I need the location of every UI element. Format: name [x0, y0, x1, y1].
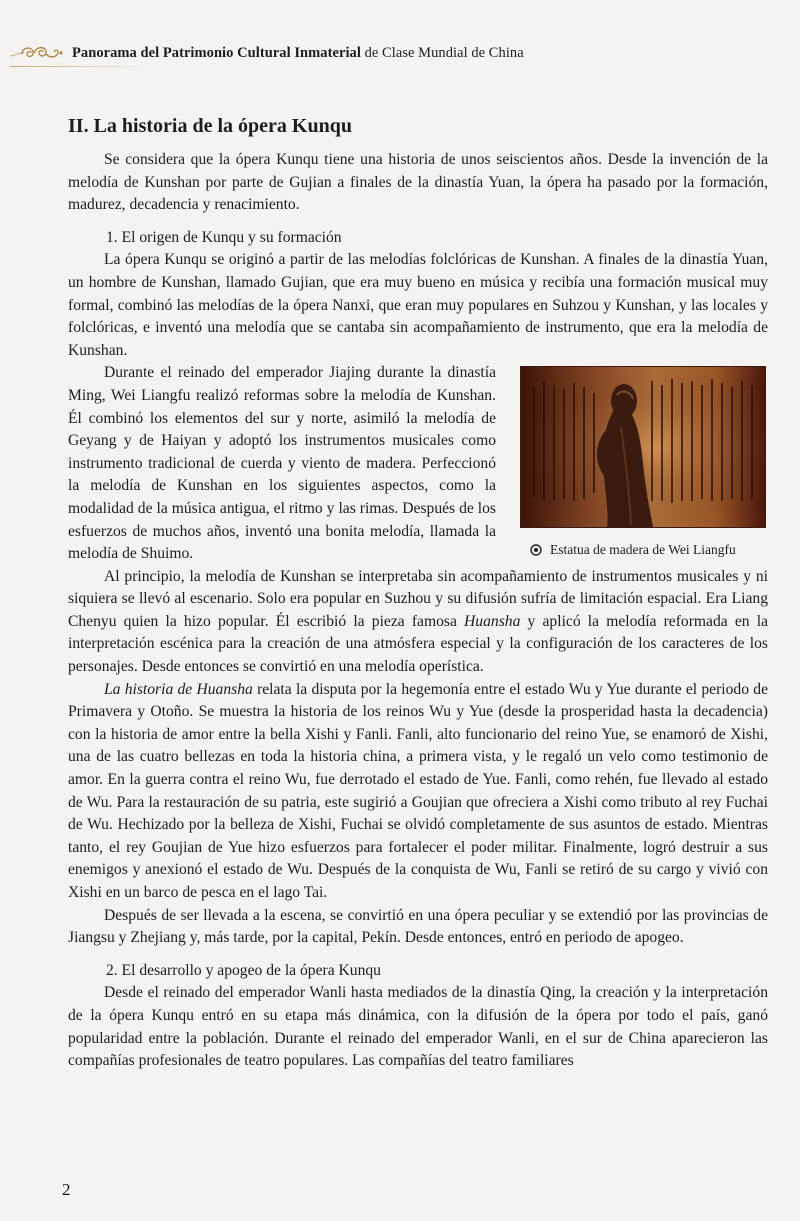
figure-wei-liangfu — [516, 366, 768, 558]
cloud-ornament-icon — [8, 42, 64, 64]
paragraph-apogee: Después de ser llevada a la escena, se convirtió en una ópera peculiar y se extendió por las provincias de Jiangsu y Zhejiang y, más tarde, por la capital, Pekín. Desde entonces, entró en periodo de apogeo. — [68, 906, 768, 947]
wooden-statue-photo — [520, 366, 766, 528]
figure-caption — [530, 542, 768, 558]
paragraph-liang-chenyu-b: y aplicó la melodía reformada en la interpretación escénica para la creación de una atmósfera especial y la configuración de los caracteres de los personajes. Desde entonces se convirtió en una melodía operística. — [68, 612, 768, 676]
paragraph-liang-chenyu — [68, 566, 768, 679]
subheading-origin: 1. El origen de Kunqu y su formación — [106, 228, 342, 246]
paragraph-origin: La ópera Kunqu se originó a partir de las melodías folclóricas de Kunshan. A finales de la dinastía Yuan, un hombre de Kunshan, llamado Gujian, que era muy bueno en música y recibía una formación musical muy formal, combinó las melodías de la ópera Nanxi, que eran muy populares en Suhzou y Kunshan, y las locales y folclóricas, e inventó una melodía que se cantaba sin acompañamiento de instrumento, que era la melodía de Kunshan. — [68, 251, 768, 359]
paragraph-wei-liangfu: Durante el reinado del emperador Jiajing durante la dinastía Ming, Wei Liangfu realizó reformas sobre la melodía de Kunshan. Él combinó los elementos del sur y norte, asimiló la melodía de Geyang y de Haiyan y adoptó los instrumentos musicales como instrumento tradicional de cuerda y viento de madera. Perfeccionó la melodía de Kunshan en los siguientes aspectos, como la modalidad de la música antigua, el ritmo y las rimas. Después de los esfuerzos de muchos años, inventó una bonita melodía, llamada la melodía de Shuimo. — [68, 364, 496, 563]
section-intro: Se considera que la ópera Kunqu tiene una historia de unos seiscientos años. Desde la invención de la melodía de Kunshan por parte de Gujian a finales de la dinastía Yuan, la ópera ha pasado por la formación, madurez, decadencia y renacimiento. — [68, 151, 768, 214]
paragraph-liang-chenyu-a: Al principio, la melodía de Kunshan se interpretaba sin acompañamiento de instrumentos musicales y ni siquiera se llevó al escenario. Solo era popular en Suzhou y su difusión sufría de limitación espacial. Era Liang Chenyu quien la hizo popular. Él escribió la pieza famosa — [68, 567, 768, 630]
subheading-development: 2. El desarrollo y apogeo de la ópera Kunqu — [106, 961, 381, 979]
header-title-rest: de Clase Mundial de China — [360, 44, 524, 61]
figure-caption-text: Estatua de madera de Wei Liangfu — [550, 542, 736, 558]
paragraph-huansha-rest: relata la disputa por la hegemonía entre el estado Wu y Yue durante el periodo de Primavera y Otoño. Se muestra la historia de los reinos Wu y Yue (desde la prosperidad hasta la decadencia) con la historia de amor entre la bella Xishi y Fanli. Fanli, alto funcionario del reino Yue, se enamoró de Xishi, una de las cuatro bellezas en toda la historia china, a primera vista, y le regaló un velo como testimonio de amor. En la guerra contra el reino Wu, fue derrotado el estado de Yue. Fanli, como rehén, fue llevado al estado de Wu. Para la restauración de su patria, este sugirió a Goujian que ofreciera a Xishi como tributo al rey Fuchai de Wu. Hechizado por la belleza de Xishi, Fuchai se olvidó completamente de sus asuntos de estado. Mientras tanto, el rey Goujian de Yue hizo esfuerzos para fortalecer el poder militar. Finalmente, logró destruir a sus enemigos y anexionó el estado de Wu. Después de la conquista de Wu, Fanli se retiró de su cargo y vivió con Xishi en un barco de pesca en el lago Tai. — [68, 680, 768, 901]
header-title-bold: Panorama del Patrimonio Cultural Inmaterial — [72, 44, 361, 61]
running-header — [8, 40, 768, 66]
paragraph-huansha-italic: La historia de Huansha — [104, 680, 253, 698]
page-content — [68, 113, 768, 1073]
header-rule — [10, 66, 150, 67]
section-title: II. La historia de la ópera Kunqu — [68, 115, 352, 137]
paragraph-huansha — [68, 679, 768, 905]
page-number: 2 — [62, 1180, 71, 1199]
paragraph-liang-chenyu-italic: Huansha — [464, 612, 521, 630]
header-title — [72, 45, 524, 62]
paragraph-development: Desde el reinado del emperador Wanli hasta mediados de la dinastía Qing, la creación y la interpretación de la ópera Kunqu entró en su etapa más dinámica, con la difusión de la ópera por todo el país, ganó popularidad entre la población. Durante el reinado del emperador Wanli, en el sur de China aparecieron las compañías profesionales de teatro populares. Las compañías del teatro familiares — [68, 984, 768, 1070]
flower-bullet-icon — [530, 544, 542, 556]
